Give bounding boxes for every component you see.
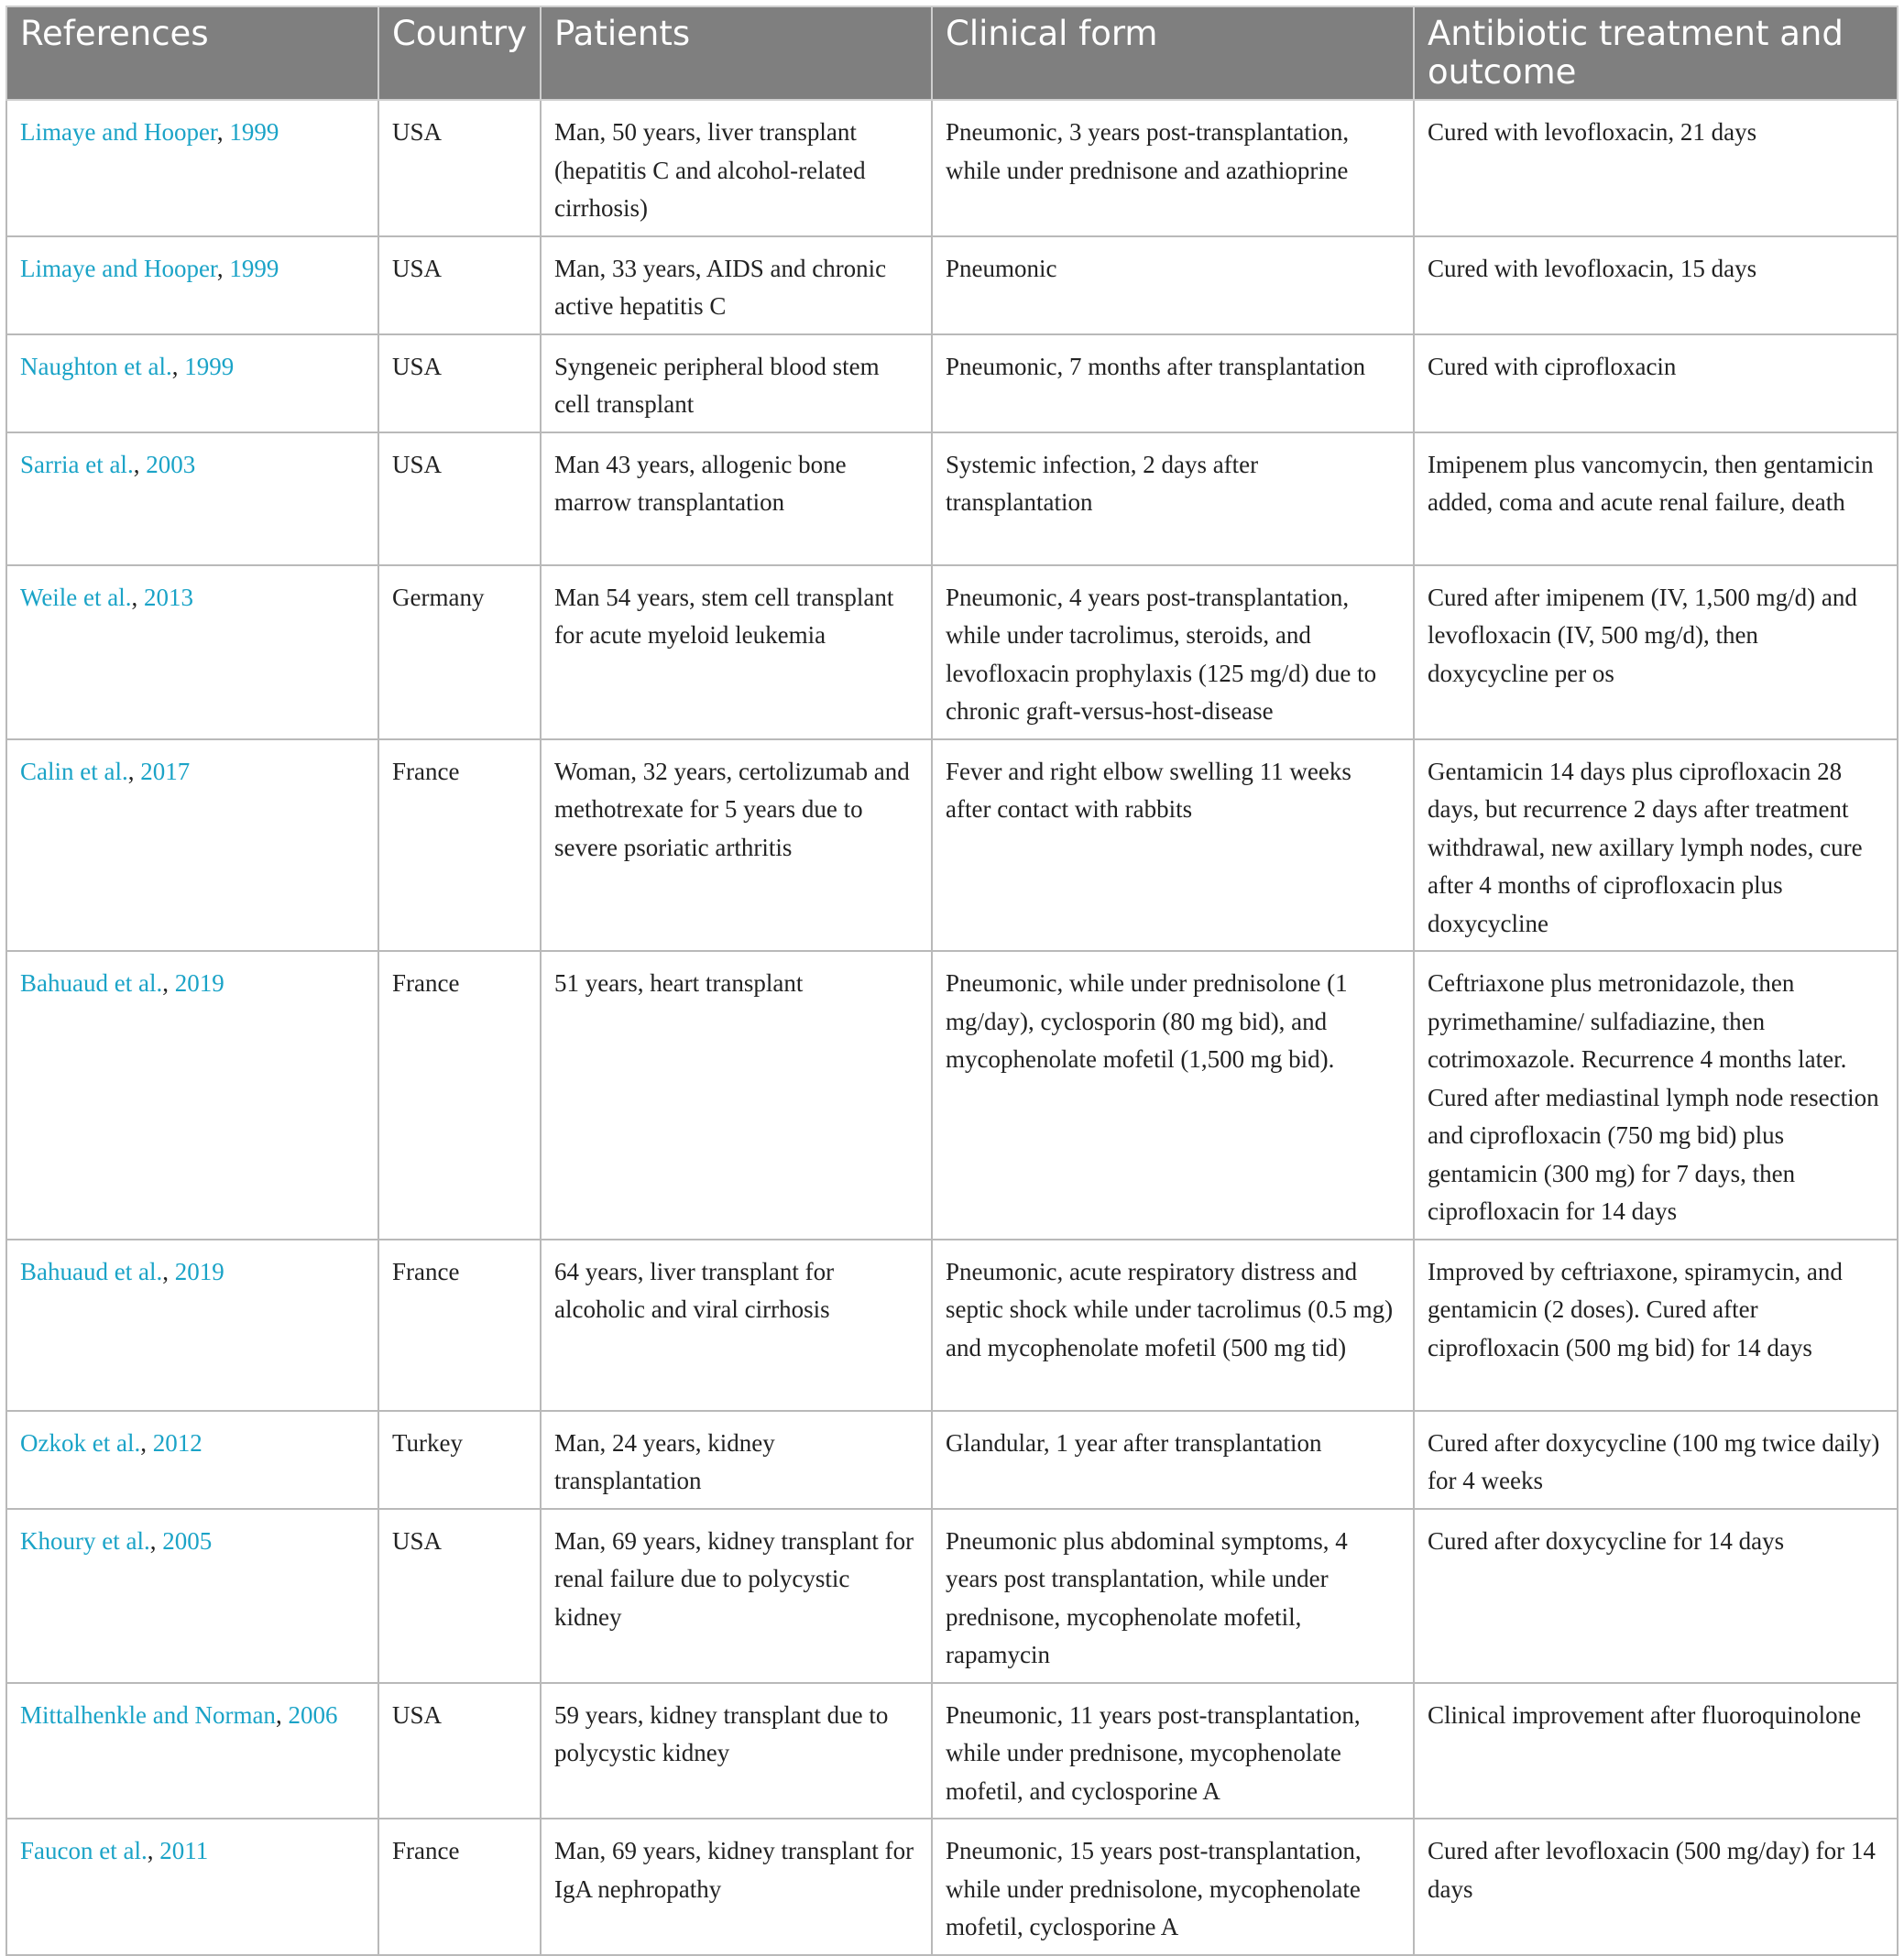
cell-patients: Man 43 years, allogenic bone marrow transplantation — [541, 432, 932, 565]
reference-year-link[interactable]: 1999 — [229, 254, 279, 282]
reference-author-link[interactable]: Limaye and Hooper — [20, 118, 217, 146]
cell-reference — [6, 565, 378, 739]
cell-clinical-form: Pneumonic, while under prednisolone (1 mg/day), cyclosporin (80 mg bid), and mycophenolate mofetil (1,500 mg bid). — [932, 951, 1414, 1240]
cell-country: USA — [378, 100, 541, 236]
table-header-row — [6, 6, 1898, 100]
reference-year-link[interactable]: 2003 — [146, 450, 196, 478]
cell-reference — [6, 236, 378, 334]
reference-separator: , — [216, 118, 230, 146]
cell-clinical-form: Pneumonic, 4 years post-transplantation, while under tacrolimus, steroids, and levofloxacin prophylaxis (125 mg/d) due to chronic graft-versus-host-disease — [932, 565, 1414, 739]
cell-reference — [6, 1509, 378, 1683]
cell-patients: Man, 33 years, AIDS and chronic active hepatitis C — [541, 236, 932, 334]
reference-separator: , — [140, 1428, 153, 1457]
cell-patients: Man, 69 years, kidney transplant for renal failure due to polycystic kidney — [541, 1509, 932, 1683]
reference-year-link[interactable]: 2006 — [288, 1700, 338, 1729]
cell-treatment: Cured with ciprofloxacin — [1414, 334, 1898, 432]
reference-separator: , — [162, 969, 175, 997]
cell-clinical-form: Pneumonic, 7 months after transplantation — [932, 334, 1414, 432]
reference-year-link[interactable]: 1999 — [184, 352, 235, 380]
table-row — [6, 100, 1898, 236]
case-reports-table — [5, 5, 1899, 1956]
table-row — [6, 1509, 1898, 1683]
reference-separator: , — [275, 1700, 289, 1729]
reference-separator: , — [216, 254, 230, 282]
reference-author-link[interactable]: Ozkok et al. — [20, 1428, 141, 1457]
cell-treatment: Cured after doxycycline for 14 days — [1414, 1509, 1898, 1683]
reference-separator: , — [131, 583, 145, 611]
cell-country: USA — [378, 236, 541, 334]
reference-year-link[interactable]: 2019 — [174, 1257, 224, 1285]
cell-country: USA — [378, 1683, 541, 1819]
cell-reference — [6, 951, 378, 1240]
table-row — [6, 1819, 1898, 1955]
cell-country: France — [378, 739, 541, 952]
reference-year-link[interactable]: 2013 — [144, 583, 194, 611]
reference-author-link[interactable]: Naughton et al. — [20, 352, 172, 380]
cell-country: Turkey — [378, 1411, 541, 1509]
cell-country: France — [378, 1240, 541, 1411]
header-country: Country — [378, 6, 541, 100]
reference-year-link[interactable]: 1999 — [229, 118, 279, 146]
reference-separator: , — [147, 1837, 160, 1864]
cell-patients: 51 years, heart transplant — [541, 951, 932, 1240]
reference-author-link[interactable]: Sarria et al. — [20, 450, 134, 478]
cell-patients: 64 years, liver transplant for alcoholic and viral cirrhosis — [541, 1240, 932, 1411]
reference-author-link[interactable]: Faucon et al. — [20, 1837, 148, 1864]
cell-patients: Woman, 32 years, certolizumab and methotrexate for 5 years due to severe psoriatic arthritis — [541, 739, 932, 952]
table-row — [6, 1683, 1898, 1819]
table-row — [6, 565, 1898, 739]
table-row — [6, 236, 1898, 334]
cell-country: USA — [378, 1509, 541, 1683]
cell-patients: Syngeneic peripheral blood stem cell transplant — [541, 334, 932, 432]
cell-treatment: Cured after levofloxacin (500 mg/day) for 14 days — [1414, 1819, 1898, 1955]
cell-patients: Man, 69 years, kidney transplant for IgA nephropathy — [541, 1819, 932, 1955]
cell-country: USA — [378, 432, 541, 565]
table-row — [6, 334, 1898, 432]
header-references: References — [6, 6, 378, 100]
reference-author-link[interactable]: Weile et al. — [20, 583, 132, 611]
cell-clinical-form: Pneumonic, 15 years post-transplantation, while under prednisolone, mycophenolate mofetil, cyclosporine A — [932, 1819, 1414, 1955]
cell-reference — [6, 739, 378, 952]
cell-reference — [6, 1240, 378, 1411]
cell-clinical-form: Fever and right elbow swelling 11 weeks after contact with rabbits — [932, 739, 1414, 952]
cell-treatment: Cured after doxycycline (100 mg twice daily) for 4 weeks — [1414, 1411, 1898, 1509]
cell-reference — [6, 1819, 378, 1955]
cell-reference — [6, 334, 378, 432]
reference-author-link[interactable]: Bahuaud et al. — [20, 969, 163, 997]
table-row — [6, 951, 1898, 1240]
cell-clinical-form: Pneumonic, 11 years post-transplantation, while under prednisone, mycophenolate mofetil, and cyclosporine A — [932, 1683, 1414, 1819]
cell-country: France — [378, 1819, 541, 1955]
reference-author-link[interactable]: Limaye and Hooper — [20, 254, 217, 282]
reference-separator: , — [171, 352, 185, 380]
cell-treatment: Cured with levofloxacin, 15 days — [1414, 236, 1898, 334]
reference-separator: , — [133, 450, 147, 478]
cell-treatment: Gentamicin 14 days plus ciprofloxacin 28 days, but recurrence 2 days after treatment withdrawal, new axillary lymph nodes, cure after 4 months of ciprofloxacin plus doxycycline — [1414, 739, 1898, 952]
reference-author-link[interactable]: Mittalhenkle and Norman — [20, 1700, 276, 1729]
reference-separator: , — [162, 1257, 175, 1285]
cell-country: Germany — [378, 565, 541, 739]
reference-year-link[interactable]: 2019 — [174, 969, 224, 997]
cell-clinical-form: Pneumonic, 3 years post-transplantation, while under prednisone and azathioprine — [932, 100, 1414, 236]
header-antibiotic-treatment: Antibiotic treatment and outcome — [1414, 6, 1898, 100]
cell-reference — [6, 432, 378, 565]
header-patients: Patients — [541, 6, 932, 100]
cell-country: France — [378, 951, 541, 1240]
reference-year-link[interactable]: 2011 — [159, 1837, 209, 1864]
reference-year-link[interactable]: 2017 — [140, 757, 191, 785]
table-row — [6, 739, 1898, 952]
reference-year-link[interactable]: 2012 — [152, 1428, 202, 1457]
table-row — [6, 432, 1898, 565]
cell-patients: 59 years, kidney transplant due to polycystic kidney — [541, 1683, 932, 1819]
cell-reference — [6, 100, 378, 236]
cell-patients: Man, 50 years, liver transplant (hepatitis C and alcohol-related cirrhosis) — [541, 100, 932, 236]
table-row — [6, 1411, 1898, 1509]
cell-country: USA — [378, 334, 541, 432]
header-clinical-form: Clinical form — [932, 6, 1414, 100]
reference-separator: , — [149, 1526, 163, 1555]
cell-patients: Man, 24 years, kidney transplantation — [541, 1411, 932, 1509]
reference-author-link[interactable]: Calin et al. — [20, 757, 128, 785]
cell-clinical-form: Pneumonic, acute respiratory distress and septic shock while under tacrolimus (0.5 mg) and mycophenolate mofetil (500 mg tid) — [932, 1240, 1414, 1411]
table-container — [5, 5, 1897, 1956]
cell-clinical-form: Pneumonic plus abdominal symptoms, 4 years post transplantation, while under prednisone, mycophenolate mofetil, rapamycin — [932, 1509, 1414, 1683]
cell-patients: Man 54 years, stem cell transplant for acute myeloid leukemia — [541, 565, 932, 739]
cell-treatment: Cured with levofloxacin, 21 days — [1414, 100, 1898, 236]
reference-year-link[interactable]: 2005 — [162, 1526, 213, 1555]
table-row — [6, 1240, 1898, 1411]
cell-treatment: Ceftriaxone plus metronidazole, then pyrimethamine/ sulfadiazine, then cotrimoxazole. Recurrence 4 months later. Cured after mediastinal lymph node resection and ciprofloxacin (750 mg bid) plus gentamicin (300 mg) for 7 days, then ciprofloxacin for 14 days — [1414, 951, 1898, 1240]
cell-clinical-form: Glandular, 1 year after transplantation — [932, 1411, 1414, 1509]
reference-author-link[interactable]: Khoury et al. — [20, 1526, 150, 1555]
cell-treatment: Clinical improvement after fluoroquinolone — [1414, 1683, 1898, 1819]
cell-reference — [6, 1683, 378, 1819]
cell-treatment: Improved by ceftriaxone, spiramycin, and gentamicin (2 doses). Cured after ciprofloxacin (500 mg bid) for 14 days — [1414, 1240, 1898, 1411]
cell-clinical-form: Pneumonic — [932, 236, 1414, 334]
cell-reference — [6, 1411, 378, 1509]
cell-treatment: Imipenem plus vancomycin, then gentamicin added, coma and acute renal failure, death — [1414, 432, 1898, 565]
reference-author-link[interactable]: Bahuaud et al. — [20, 1257, 163, 1285]
cell-clinical-form: Systemic infection, 2 days after transplantation — [932, 432, 1414, 565]
cell-treatment: Cured after imipenem (IV, 1,500 mg/d) and levofloxacin (IV, 500 mg/d), then doxycycline per os — [1414, 565, 1898, 739]
reference-separator: , — [127, 757, 141, 785]
